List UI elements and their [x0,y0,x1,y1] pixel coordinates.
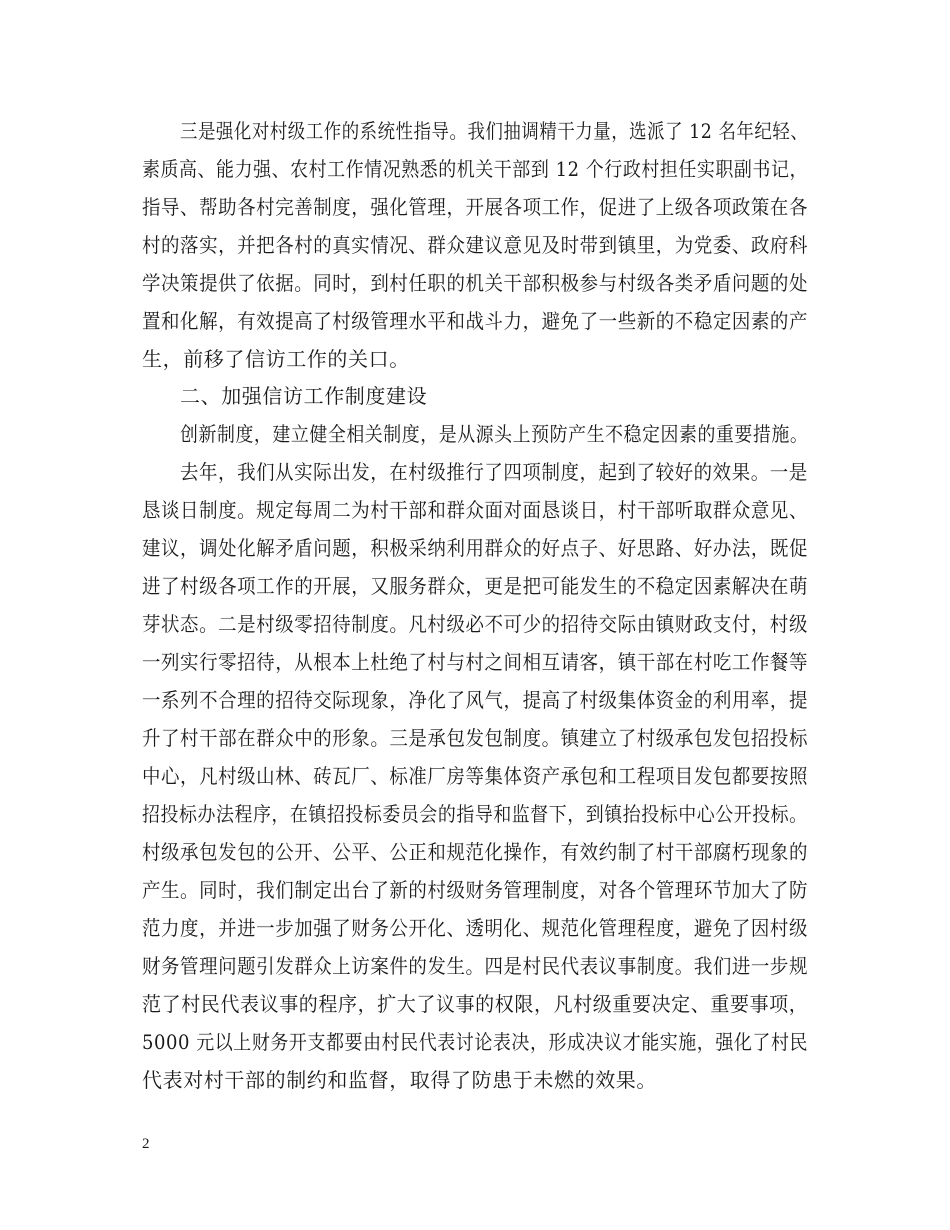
paragraph-line: 升了村干部在群众中的形象。三是承包发包制度。镇建立了村级承包发包招投标 [142,726,808,750]
paragraph-line: 置和化解，有效提高了村级管理水平和战斗力，避免了一些新的不稳定因素的产 [142,309,808,333]
paragraph-line: 素质高、能力强、农村工作情况熟悉的机关干部到 12 个行政村担任实职副书记， [142,157,808,181]
paragraph-line: 学决策提供了依据。同时，到村任职的机关干部积极参与村级各类矛盾问题的处 [142,271,808,295]
paragraph-line: 一列实行零招待，从根本上杜绝了村与村之间相互请客，镇干部在村吃工作餐等 [142,650,808,674]
paragraph-line: 村的落实，并把各村的真实情况、群众建议意见及时带到镇里，为党委、政府科 [142,233,808,257]
paragraph-line: 创新制度，建立健全相关制度，是从源头上预防产生不稳定因素的重要措施。 [180,422,809,446]
paragraph-line: 招投标办法程序，在镇招投标委员会的指导和监督下，到镇抬投标中心公开投标。 [142,802,808,826]
section-heading: 二、加强信访工作制度建设 [180,384,428,408]
paragraph-line: 生，前移了信访工作的关口。 [142,347,410,371]
paragraph-line: 去年，我们从实际出发，在村级推行了四项制度，起到了较好的效果。一是 [180,460,808,484]
paragraph-line: 财务管理问题引发群众上访案件的发生。四是村民代表议事制度。我们进一步规 [142,954,808,978]
paragraph-line: 一系列不合理的招待交际现象，净化了风气，提高了村级集体资金的利用率，提 [142,688,808,712]
paragraph-line: 恳谈日制度。规定每周二为村干部和群众面对面恳谈日，村干部听取群众意见、 [142,498,808,522]
paragraph-line: 三是强化对村级工作的系统性指导。我们抽调精干力量，选派了 12 名年纪轻、 [180,119,809,143]
paragraph-line: 建议，调处化解矛盾问题，积极采纳利用群众的好点子、好思路、好办法，既促 [142,536,808,560]
paragraph-line: 范了村民代表议事的程序，扩大了议事的权限，凡村级重要决定、重要事项， [142,992,809,1016]
paragraph-line: 村级承包发包的公开、公平、公正和规范化操作，有效约制了村干部腐朽现象的 [142,840,808,864]
paragraph-line: 产生。同时，我们制定出台了新的村级财务管理制度，对各个管理环节加大了防 [142,878,808,902]
paragraph-line: 中心，凡村级山林、砖瓦厂、标准厂房等集体资产承包和工程项目发包都要按照 [142,764,808,788]
paragraph-line: 代表对村干部的制约和监督，取得了防患于未燃的效果。 [142,1068,657,1092]
page-number: 2 [142,1136,150,1152]
paragraph-line: 芽状态。二是村级零招待制度。凡村级必不可少的招待交际由镇财政支付，村级 [142,612,808,636]
paragraph-line: 进了村级各项工作的开展，又服务群众，更是把可能发生的不稳定因素解决在萌 [142,574,808,598]
paragraph-line: 指导、帮助各村完善制度，强化管理，开展各项工作，促进了上级各项政策在各 [142,195,808,219]
paragraph-line: 范力度，并进一步加强了财务公开化、透明化、规范化管理程度，避免了因村级 [142,916,808,940]
paragraph-line: 5000 元以上财务开支都要由村民代表讨论表决，形成决议才能实施，强化了村民 [142,1030,809,1054]
